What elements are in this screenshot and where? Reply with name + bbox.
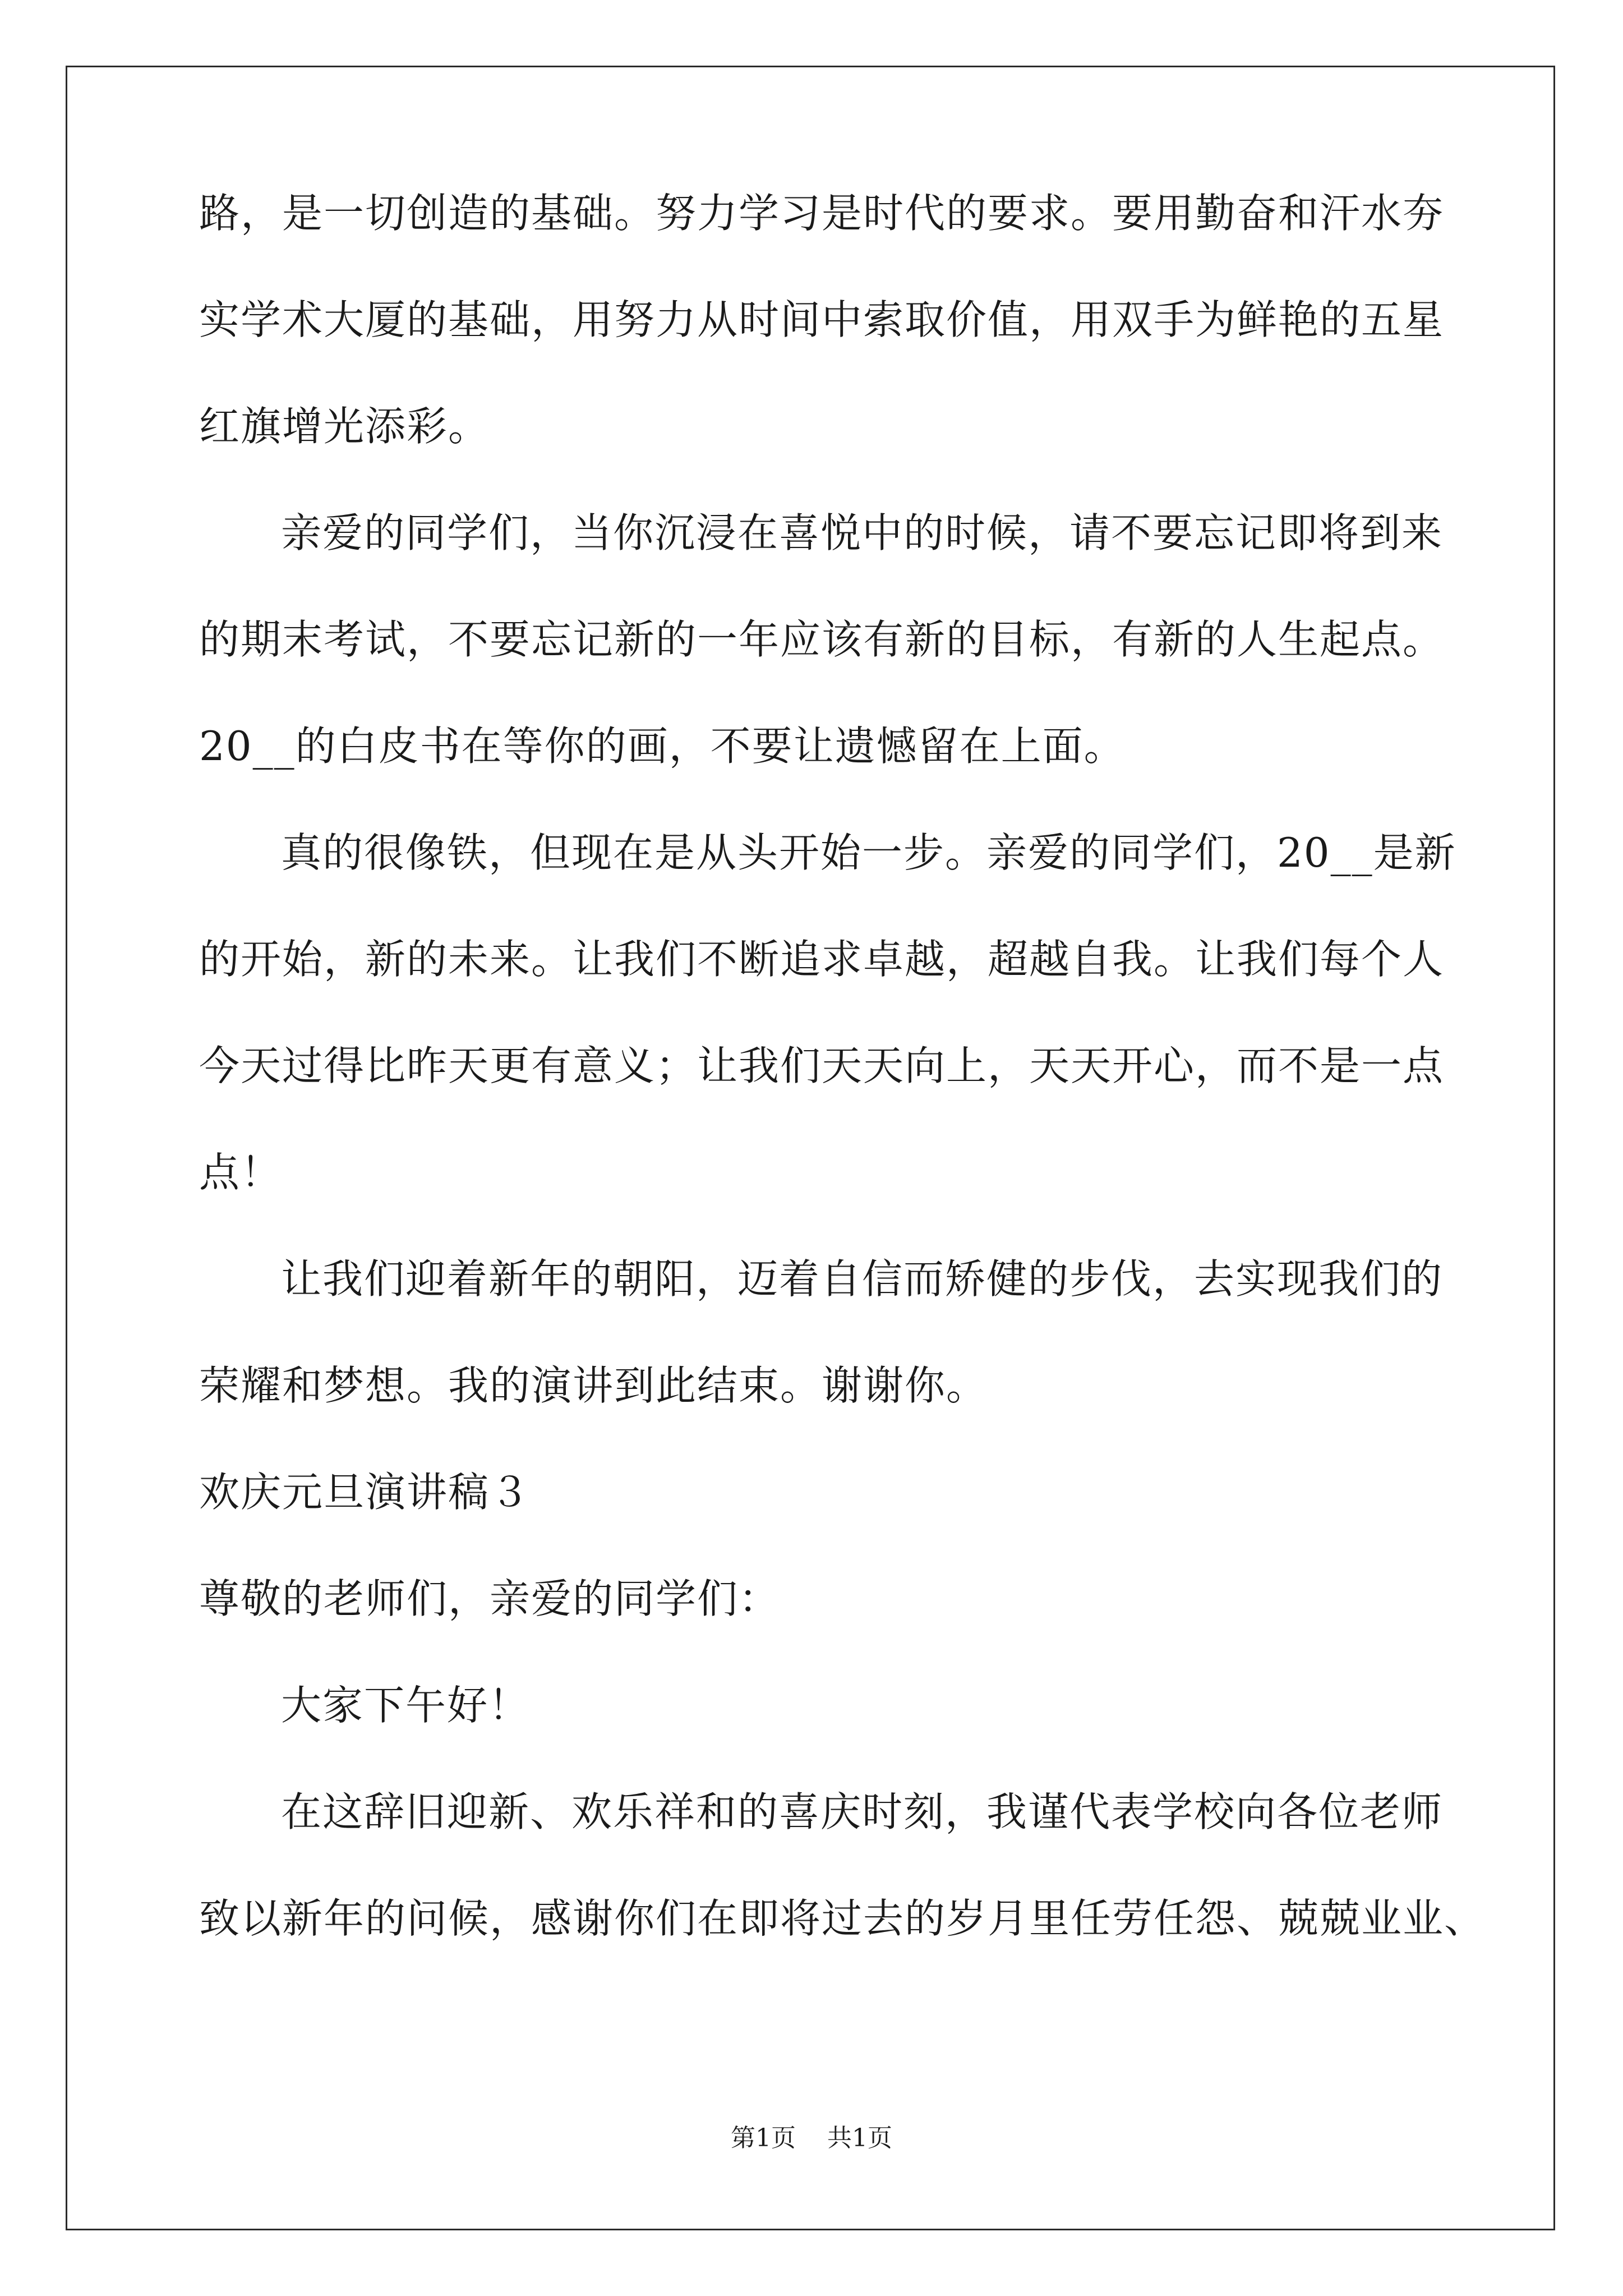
text-line: 路，是一切创造的基础。努力学习是时代的要求。要用勤奋和汗水夯 [199,190,1445,237]
greeting: 大家下午好！ [281,1682,531,1729]
text-line: 红旗增光添彩。 [199,403,490,450]
paragraph-start-line: 亲爱的同学们，当你沉浸在喜悦中的时候，请不要忘记即将到来 [281,509,1444,556]
section-title: 欢庆元旦演讲稿３ [199,1469,532,1516]
page-number-footer: 第1页 共1页 [731,2124,892,2152]
paragraph-start-line: 真的很像铁，但现在是从头开始一步。亲爱的同学们，20__是新 [281,829,1456,876]
paragraph-start-line: 让我们迎着新年的朝阳，迈着自信而矫健的步伐，去实现我们的 [281,1255,1444,1303]
text-line: 实学术大厦的基础，用努力从时间中索取价值，用双手为鲜艳的五星 [199,296,1445,343]
text-line: 的期末考试，不要忘记新的一年应该有新的目标，有新的人生起点。 [199,616,1445,663]
text-line: 今天过得比昨天更有意义；让我们天天向上，天天开心，而不是一点 [199,1042,1445,1089]
text-line: 荣耀和梦想。我的演讲到此结束。谢谢你。 [199,1362,988,1409]
salutation: 尊敬的老师们，亲爱的同学们： [199,1575,781,1622]
text-line: 的开始，新的未来。让我们不断追求卓越，超越自我。让我们每个人 [199,936,1445,983]
text-line: 致以新年的问候，感谢你们在即将过去的岁月里任劳任怨、兢兢业业、 [199,1895,1486,1942]
text-line: 点！ [199,1149,283,1196]
text-line: 20__的白皮书在等你的画，不要让遗憾留在上面。 [199,723,1126,770]
paragraph-start-line: 在这辞旧迎新、欢乐祥和的喜庆时刻，我谨代表学校向各位老师 [281,1788,1444,1835]
